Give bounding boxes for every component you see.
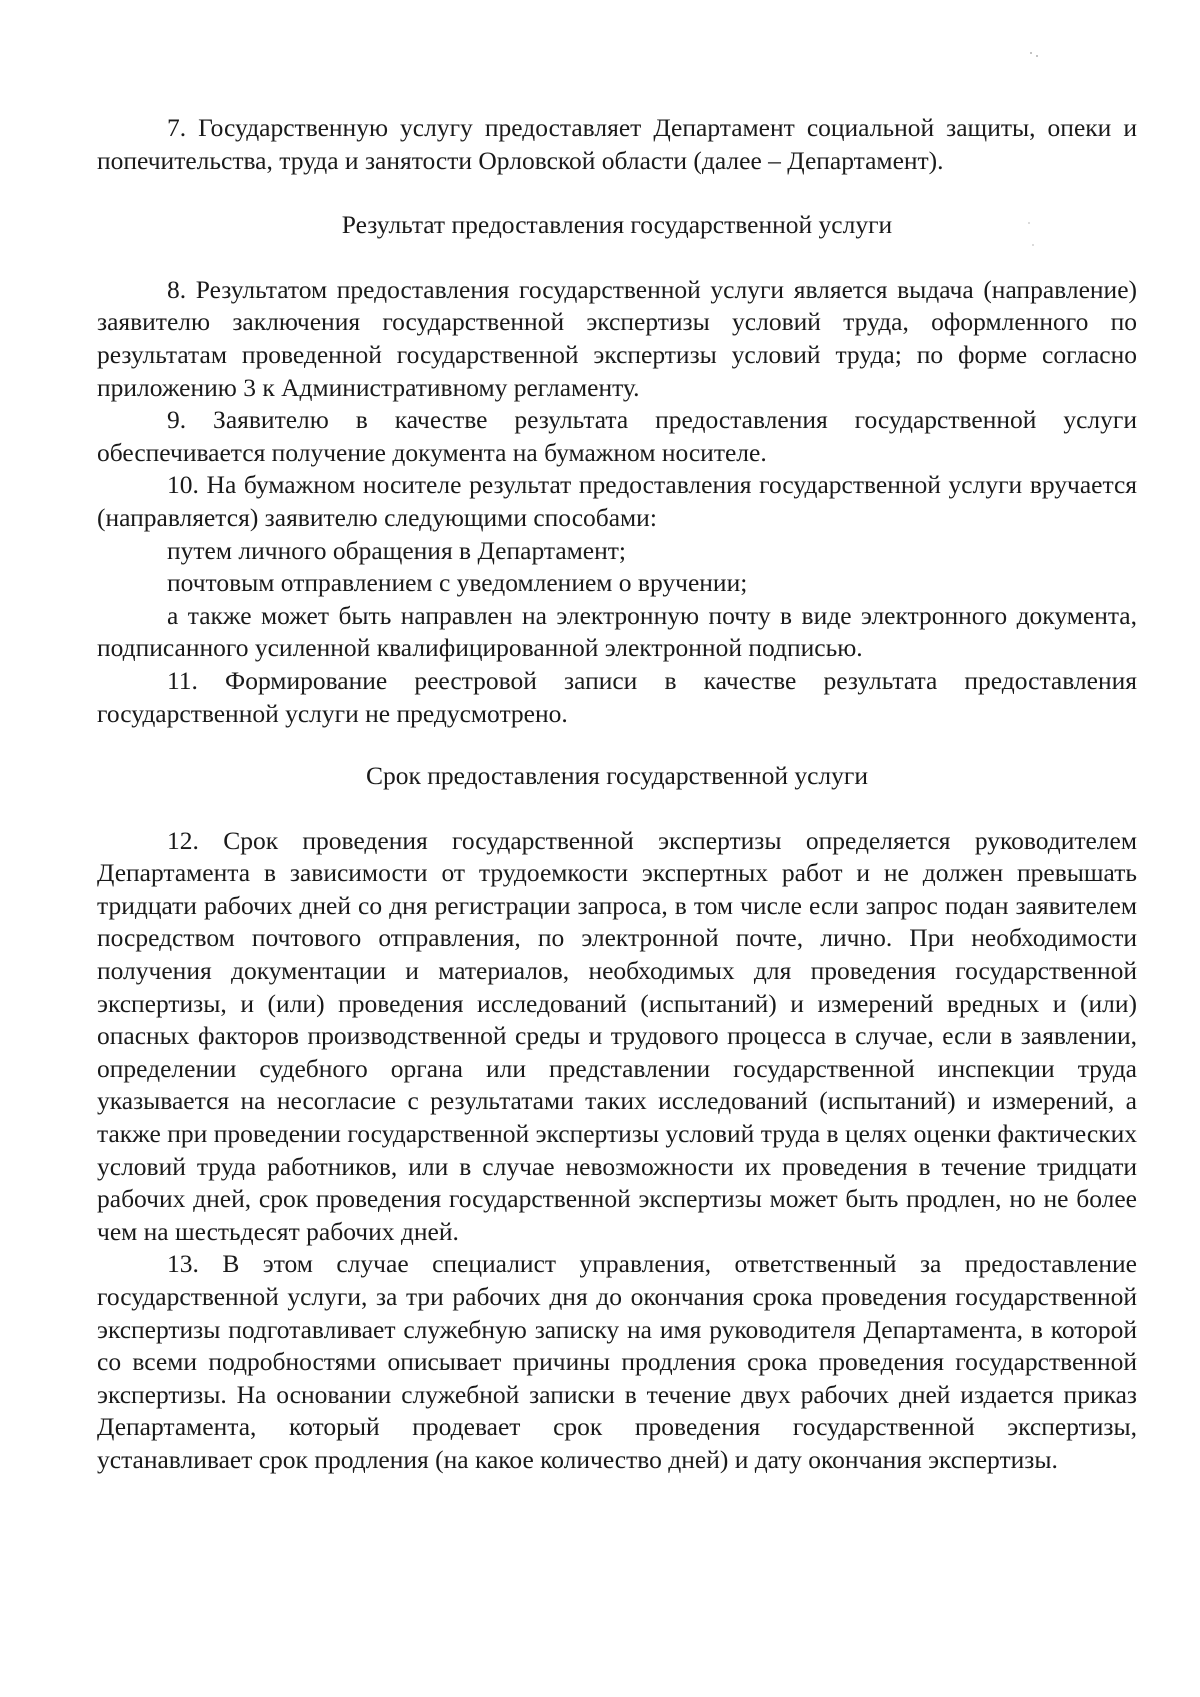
paragraph-9: 9. Заявителю в качестве результата предоставления государственной услуги обеспечивается получение документа на бумажном носителе. xyxy=(97,405,1137,467)
paragraph-12: 12. Срок проведения государственной экспертизы определяется руководителем Департамента в зависимости от трудоемкости экспертных работ и не должен превышать тридцати рабочих дней со дня регистрации запроса, в том числе если запрос подан заявителем посредством почтового отправления, по электронной почте, лично. При необходимости получения документации и материалов, необходимых для проведения государственной экспертизы, и (или) проведения исследований (испытаний) и измерений вредных и (или) опасных факторов производственной среды и трудового процесса в случае, если в заявлении, определении судебного органа или представлении государственной инспекции труда указывается на несогласие с результатами таких исследований (испытаний) и измерений, а также при проведении государственной экспертизы условий труда в целях оценки фактических условий труда работников, или в случае невозможности их проведения в течение тридцати рабочих дней, срок проведения государственной экспертизы может быть продлен, но не более чем на шестьдесят рабочих дней. xyxy=(97,825,1137,1246)
scan-speck xyxy=(1036,55,1038,57)
paragraph-10-item-2: почтовым отправлением с уведомлением о вручении; xyxy=(167,568,748,598)
spacer xyxy=(97,242,1137,274)
scan-speck xyxy=(1032,244,1034,246)
paragraph-7: 7. Государственную услугу предоставляет Департамент социальной защиты, опеки и попечительства, труда и занятости Орловской области (далее – Департамент). xyxy=(97,113,1137,175)
paragraph-10: 10. На бумажном носителе результат предоставления государственной услуги вручается (направляется) заявителю следующими способами: xyxy=(97,470,1137,532)
document-page xyxy=(97,112,1137,1477)
paragraph-11: 11. Формирование реестровой записи в качестве результата предоставления государственной услуги не предусмотрено. xyxy=(97,665,1137,728)
spacer xyxy=(97,730,1137,760)
paragraph-13: 13. В этом случае специалист управления, ответственный за предоставление государственной услуги, за три рабочих дня до окончания срока проведения государственной экспертизы подготавливает служебную записку на имя руководителя Департамента, в которой со всеми подробностями описывает причины продления срока проведения государственной экспертизы. На основании служебной записки в течение двух рабочих дней издается приказ Департамента, который продевает срок проведения государственной экспертизы, устанавливает срок продления (на какое количество дней) и дату окончания экспертизы. xyxy=(97,1249,1137,1474)
spacer xyxy=(97,793,1137,825)
scan-speck xyxy=(1028,222,1030,224)
paragraph-10-item-1: путем личного обращения в Департамент; xyxy=(167,535,626,565)
paragraph-10-item-3: а также может быть направлен на электронную почту в виде электронного документа, подписанного усиленной квалифицированной электронной подписью. xyxy=(97,600,1137,663)
section-heading-result: Результат предоставления государственной услуги xyxy=(341,210,893,240)
section-heading-term: Срок предоставления государственной услуги xyxy=(365,761,868,791)
scan-speck xyxy=(1030,52,1032,54)
spacer xyxy=(97,177,1137,209)
paragraph-8: 8. Результатом предоставления государственной услуги является выдача (направление) заявителю заключения государственной экспертизы условий труда, оформленного по результатам проведенной государственной экспертизы условий труда; по форме согласно приложению 3 к Административному регламенту. xyxy=(97,274,1137,402)
